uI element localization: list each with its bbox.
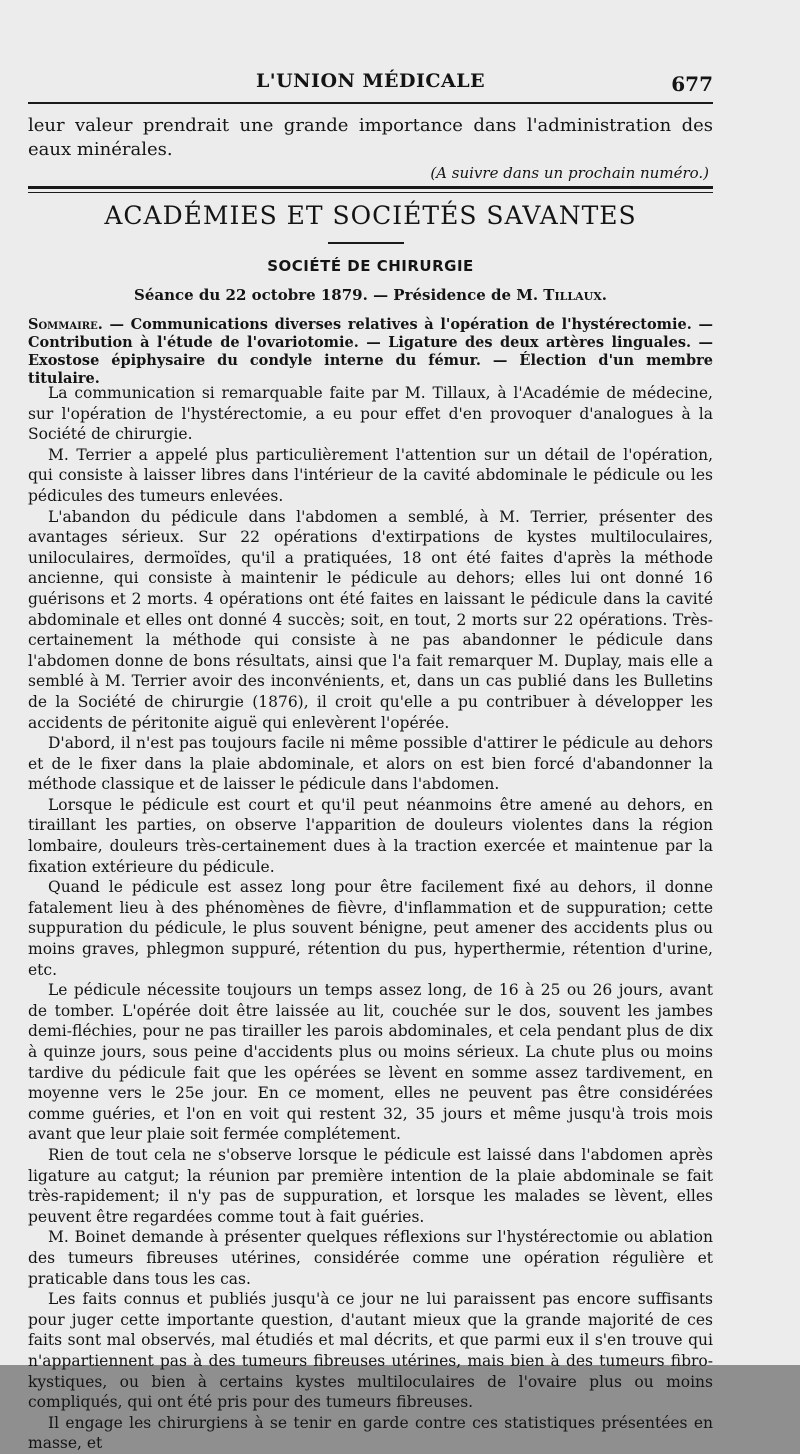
- continuation-text: leur valeur prendrait une grande importance dans l'administration des eaux minérales.: [28, 115, 713, 160]
- paragraph: M. Boinet demande à présenter quelques réflexions sur l'hystérectomie ou ablation des tumeurs fibreuses utérines, considérée comme une opération régulière et praticable dans tous les cas.: [28, 1228, 713, 1288]
- paragraph: Quand le pédicule est assez long pour être facilement fixé au dehors, il donne fatalement lieu à des phénomènes de fièvre, d'inflammation et de suppuration; cette suppuration du pédicule, le plus souvent bénigne, peut amener des accidents plus ou moins graves, phlegmon suppuré, rétention du pus, hyperthermie, rétention d'urine, etc.: [28, 878, 713, 979]
- paragraph: Il engage les chirurgiens à se tenir en garde contre ces statistiques présentées en masse, et: [28, 1413, 713, 1453]
- running-title: L'UNION MÉDICALE: [255, 70, 486, 92]
- section-double-rule-thin: [28, 192, 713, 193]
- summary: [28, 316, 713, 388]
- paragraph: M. Terrier a appelé plus particulièrement l'attention sur un détail de l'opération, qui consiste à laisser libres dans l'intérieur de la cavité abdominale le pédicule ou les pédicules des tumeurs enlevées.: [28, 445, 713, 505]
- page-number: 677: [671, 72, 713, 96]
- society-heading: SOCIÉTÉ DE CHIRURGIE: [267, 257, 474, 275]
- section-double-rule-thick: [28, 186, 713, 189]
- paragraph: Rien de tout cela ne s'observe lorsque le pédicule est laissé dans l'abdomen après ligature au catgut; la réunion par première intention de la plaie abdominale se fait très-rapidement; il n'y pas de suppuration, et lorsque les malades se lèvent, elles peuvent être regardées comme tout à fait guéries.: [28, 1145, 713, 1226]
- continuation-block: [28, 114, 713, 182]
- continuation-note: (A suivre dans un prochain numéro.): [430, 164, 709, 182]
- paragraph: Le pédicule nécessite toujours un temps assez long, de 16 à 25 ou 26 jours, avant de tomber. L'opérée doit être laissée au lit, couchée sur le dos, souvent les jambes demi-fléchies, pour ne pas tirailler les parois abdominales, et cela pendant plus de dix à quinze jours, sous peine d'accidents plus ou moins sérieux. La chute plus ou moins tardive du pédicule fait que les opérées se lèvent en somme assez tardivement, en moyenne vers le 25e jour. En ce moment, elles ne peuvent pas être considérées comme guéries, et l'on en voit qui restent 32, 35 jours et même jusqu'à trois mois avant que leur plaie soit fermée complétement.: [28, 981, 713, 1144]
- paragraph: L'abandon du pédicule dans l'abdomen a semblé, à M. Terrier, présenter des avantages sérieux. Sur 22 opérations d'extirpations de kystes multiloculaires, uniloculaires, dermoïdes, qu'il a pratiquées, 18 ont été faites d'après la méthode ancienne, qui consiste à maintenir le pédicule au dehors; elles lui ont donné 16 guérisons et 2 morts. 4 opérations ont été faites en laissant le pédicule dans la cavité abdominale et elles ont donné 4 succès; soit, en tout, 2 morts sur 22 opérations. Très-certainement la méthode qui consiste à ne pas abandonner le pédicule dans l'abdomen donne de bons résultats, ainsi que l'a fait remarquer M. Duplay, mais elle a semblé à M. Terrier avoir des inconvénients, et, dans un cas publié dans les Bulletins de la Société de chirurgie (1876), il croit qu'elle a pu contribuer à développer les accidents de péritonite aiguë qui enlevèrent l'opérée.: [28, 507, 713, 732]
- session-president: Tillaux.: [543, 286, 607, 304]
- session-line: [28, 286, 713, 304]
- paragraph: La communication si remarquable faite par M. Tillaux, à l'Académie de médecine, sur l'opération de l'hystérectomie, a eu pour effet d'en provoquer d'analogues à la Société de chirurgie.: [28, 384, 713, 444]
- summary-label: Sommaire.: [28, 316, 103, 333]
- session-prefix: Séance du 22 octobre 1879. — Présidence de M.: [134, 286, 544, 304]
- section-title: ACADÉMIES ET SOCIÉTÉS SAVANTES: [104, 201, 637, 230]
- paragraph: Les faits connus et publiés jusqu'à ce jour ne lui paraissent pas encore suffisants pour juger cette importante question, d'autant mieux que la grande majorité de ces faits sont mal observés, mal étudiés et mal décrits, et que parmi eux il s'en trouve qui n'appartiennent pas à des tumeurs fibreuses utérines, mais bien à des tumeurs fibro-kystiques, ou bien à certains kystes multiloculaires de l'ovaire plus ou moins compliqués, qui ont été pris pour des tumeurs fibreuses.: [28, 1290, 713, 1412]
- title-underline: [328, 242, 404, 244]
- paragraph: Lorsque le pédicule est court et qu'il peut néanmoins être amené au dehors, en tiraillant les parties, on observe l'apparition de douleurs violentes dans la région lombaire, douleurs très-certainement dues à la traction exercée et maintenue par la fixation extérieure du pédicule.: [28, 795, 713, 876]
- header-rule: [28, 102, 713, 104]
- paragraph: D'abord, il n'est pas toujours facile ni même possible d'attirer le pédicule au dehors et de le fixer dans la plaie abdominale, et alors on est bien forcé d'abandonner la méthode classique et de laisser le pédicule dans l'abdomen.: [28, 734, 713, 794]
- summary-text: — Communications diverses relatives à l'opération de l'hystérectomie. — Contribution à l'étude de l'ovariotomie. — Ligature des deux artères linguales. — Exostose épiphysaire du condyle interne du fémur. — Élection d'un membre titulaire.: [28, 316, 713, 387]
- running-head: [28, 70, 713, 100]
- article-body: [28, 383, 713, 1454]
